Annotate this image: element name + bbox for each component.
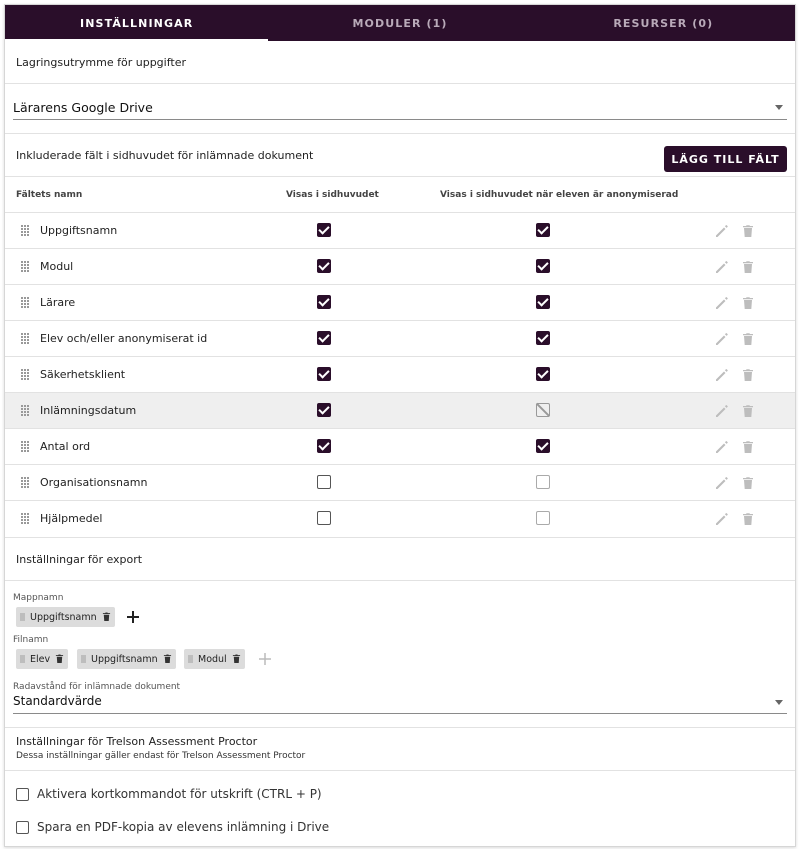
chevron-down-icon — [775, 105, 783, 110]
header-fields-title: Inkluderade fält i sidhuvudet för inlämnade dokument — [16, 149, 314, 162]
shown-anonymized-checkbox — [536, 403, 550, 417]
shown-checkbox[interactable] — [317, 295, 331, 309]
drag-handle-icon[interactable] — [21, 405, 31, 417]
column-header-name: Fältets namn — [16, 190, 83, 200]
edit-icon[interactable] — [714, 439, 730, 455]
drag-handle-icon[interactable] — [21, 513, 31, 525]
drag-handle-icon[interactable] — [21, 333, 31, 345]
drag-handle-icon[interactable] — [21, 477, 31, 489]
token-label: Uppgiftsnamn — [30, 611, 97, 623]
file-name-label: Filnamn — [13, 635, 49, 645]
tab-bar — [5, 5, 795, 41]
delete-icon[interactable] — [740, 475, 756, 491]
field-name: Modul — [40, 260, 74, 273]
drag-handle-icon[interactable] — [20, 613, 25, 621]
add-field-button[interactable]: LÄGG TILL FÄLT — [664, 146, 787, 172]
drag-handle-icon[interactable] — [188, 655, 193, 663]
column-header-shown-anon: Visas i sidhuvudet när eleven är anonymiserad — [440, 190, 679, 200]
print-shortcut-option[interactable] — [5, 779, 795, 811]
settings-panel — [4, 4, 796, 847]
token-chip[interactable] — [16, 649, 68, 669]
edit-icon[interactable] — [714, 403, 730, 419]
shown-anonymized-checkbox[interactable] — [536, 223, 550, 237]
shown-checkbox[interactable] — [317, 475, 331, 489]
line-spacing-label: Radavstånd för inlämnade dokument — [13, 682, 181, 692]
chevron-down-icon — [775, 700, 783, 705]
field-name: Uppgiftsnamn — [40, 224, 118, 237]
token-label: Elev — [30, 653, 51, 665]
export-section — [5, 581, 795, 728]
shown-checkbox[interactable] — [317, 259, 331, 273]
proctor-title: Inställningar för Trelson Assessment Proctor — [16, 735, 258, 748]
shown-checkbox[interactable] — [317, 439, 331, 453]
storage-title: Lagringsutrymme för uppgifter — [16, 56, 187, 69]
delete-icon[interactable] — [740, 511, 756, 527]
shown-anonymized-checkbox[interactable] — [536, 439, 550, 453]
drag-handle-icon[interactable] — [21, 225, 31, 237]
pdf-copy-option[interactable] — [5, 812, 795, 844]
line-spacing-value: Standardvärde — [13, 694, 102, 708]
print-shortcut-label: Aktivera kortkommandot för utskrift (CTRL + P) — [37, 787, 322, 801]
shown-checkbox[interactable] — [317, 331, 331, 345]
delete-icon[interactable] — [740, 403, 756, 419]
tab-resurser[interactable]: RESURSER (0) — [613, 16, 714, 30]
token-chip[interactable] — [16, 607, 115, 627]
pdf-copy-checkbox[interactable] — [16, 821, 29, 834]
proctor-header — [5, 728, 795, 771]
edit-icon[interactable] — [714, 259, 730, 275]
tab-installningar[interactable]: INSTÄLLNINGAR — [5, 5, 268, 41]
storage-select[interactable] — [13, 98, 787, 120]
delete-icon[interactable] — [740, 223, 756, 239]
token-label: Uppgiftsnamn — [91, 653, 158, 665]
export-header — [5, 538, 795, 581]
delete-icon[interactable] — [740, 259, 756, 275]
field-name: Organisationsnamn — [40, 476, 148, 489]
table-row — [5, 429, 795, 465]
token-label: Modul — [198, 653, 227, 665]
pdf-copy-label: Spara en PDF-kopia av elevens inlämning i Drive — [37, 820, 330, 834]
delete-icon[interactable] — [740, 367, 756, 383]
drag-handle-icon[interactable] — [21, 297, 31, 309]
table-row — [5, 393, 795, 429]
line-spacing-select[interactable] — [13, 693, 787, 714]
field-name: Elev och/eller anonymiserat id — [40, 332, 208, 345]
delete-icon[interactable] — [740, 331, 756, 347]
delete-icon[interactable] — [102, 612, 111, 622]
drag-handle-icon[interactable] — [20, 655, 25, 663]
field-name: Inlämningsdatum — [40, 404, 137, 417]
shown-anonymized-checkbox[interactable] — [536, 259, 550, 273]
print-shortcut-checkbox[interactable] — [16, 788, 29, 801]
edit-icon[interactable] — [714, 511, 730, 527]
shown-anonymized-checkbox[interactable] — [536, 367, 550, 381]
table-row — [5, 321, 795, 357]
delete-icon[interactable] — [232, 654, 241, 664]
shown-anonymized-checkbox[interactable] — [536, 511, 550, 525]
shown-checkbox[interactable] — [317, 223, 331, 237]
tab-moduler[interactable]: MODULER (1) — [352, 16, 448, 30]
delete-icon[interactable] — [163, 654, 172, 664]
drag-handle-icon[interactable] — [21, 369, 31, 381]
field-name: Lärare — [40, 296, 76, 309]
field-name: Säkerhetsklient — [40, 368, 126, 381]
storage-select-value: Lärarens Google Drive — [13, 100, 153, 115]
shown-anonymized-checkbox[interactable] — [536, 295, 550, 309]
table-header — [5, 177, 795, 213]
field-name: Antal ord — [40, 440, 91, 453]
edit-icon[interactable] — [714, 223, 730, 239]
token-chip[interactable] — [77, 649, 176, 669]
shown-checkbox[interactable] — [317, 367, 331, 381]
shown-anonymized-checkbox[interactable] — [536, 331, 550, 345]
drag-handle-icon[interactable] — [21, 261, 31, 273]
export-title: Inställningar för export — [16, 553, 143, 566]
shown-checkbox[interactable] — [317, 403, 331, 417]
edit-icon[interactable] — [714, 295, 730, 311]
delete-icon[interactable] — [55, 654, 64, 664]
delete-icon[interactable] — [740, 439, 756, 455]
edit-icon[interactable] — [714, 367, 730, 383]
drag-handle-icon[interactable] — [81, 655, 86, 663]
table-row — [5, 501, 795, 538]
table-row — [5, 285, 795, 321]
table-row — [5, 213, 795, 249]
folder-name-label: Mappnamn — [13, 593, 64, 603]
shown-checkbox[interactable] — [317, 511, 331, 525]
add-file-token-icon[interactable] — [258, 652, 272, 666]
drag-handle-icon[interactable] — [21, 441, 31, 453]
column-header-shown: Visas i sidhuvudet — [286, 190, 379, 200]
storage-header — [5, 41, 795, 84]
shown-anonymized-checkbox[interactable] — [536, 475, 550, 489]
edit-icon[interactable] — [714, 475, 730, 491]
storage-section — [5, 84, 795, 134]
field-name: Hjälpmedel — [40, 512, 103, 525]
table-row — [5, 357, 795, 393]
delete-icon[interactable] — [740, 295, 756, 311]
edit-icon[interactable] — [714, 331, 730, 347]
add-folder-token-icon[interactable] — [126, 610, 140, 624]
proctor-subtitle: Dessa inställningar gäller endast för Trelson Assessment Proctor — [16, 751, 306, 761]
table-row — [5, 249, 795, 285]
table-row — [5, 465, 795, 501]
token-chip[interactable] — [184, 649, 245, 669]
